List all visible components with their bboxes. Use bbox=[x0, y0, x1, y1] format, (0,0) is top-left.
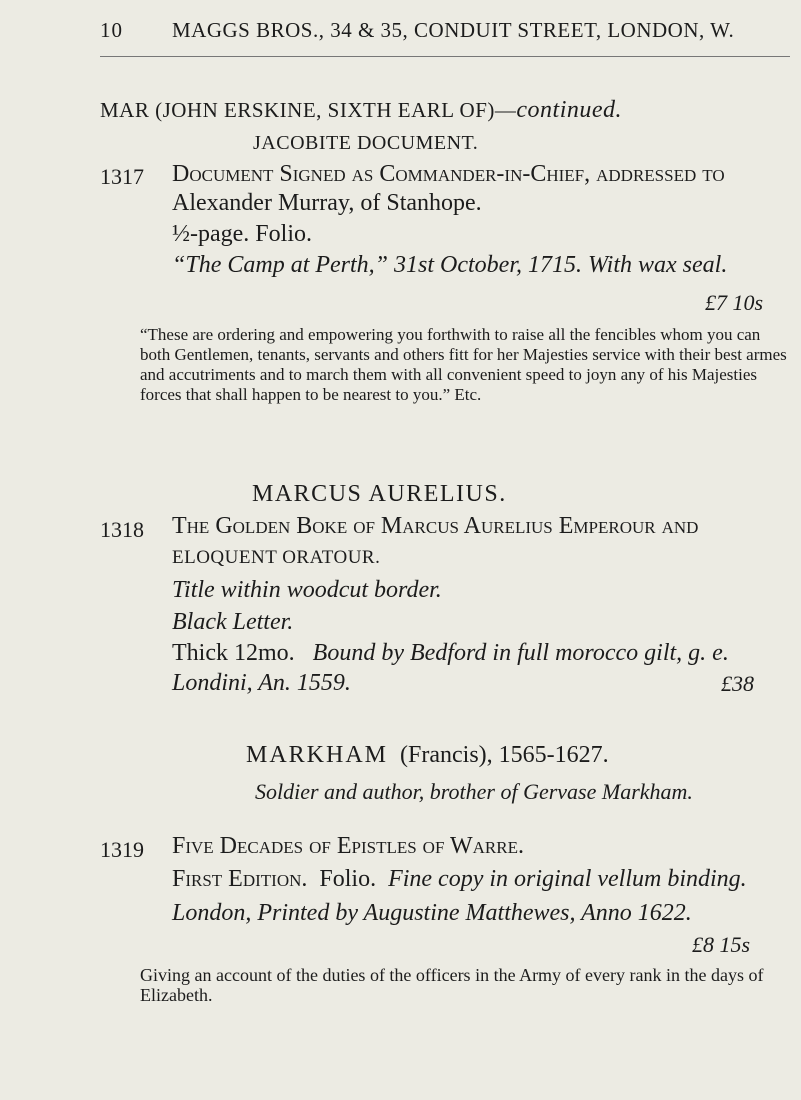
lot-number: 1319 bbox=[100, 837, 144, 862]
section-subheading: JACOBITE DOCUMENT. bbox=[253, 132, 479, 154]
lot-format: ½-page. Folio. bbox=[172, 221, 312, 247]
section-heading: MAR (JOHN ERSKINE, SIXTH EARL OF)—continued. bbox=[100, 97, 623, 123]
section-heading: MARKHAM (Francis), 1565-1627. bbox=[246, 742, 609, 768]
section-heading: MARCUS AURELIUS. bbox=[252, 481, 507, 507]
lot-quote: “These are ordering and empowering you forthwith to raise all the fencibles whom you can both Gentlemen, tenants, servants and others fitt for her Majesties service with their best armes and accutriments and to march them with all convenient speed to joyn any of his Majesties forces that shall happen to be nearest to you.” Etc. bbox=[140, 325, 787, 404]
lot-title: Five Decades of Epistles of Warre. bbox=[172, 833, 524, 859]
header-rule bbox=[100, 56, 790, 57]
page-number: 10 bbox=[100, 18, 123, 42]
lot-number: 1317 bbox=[100, 164, 144, 189]
lot-title: The Golden Boke of Marcus Aurelius Emperour and bbox=[172, 513, 699, 539]
lot-title-cont: Alexander Murray, of Stanhope. bbox=[172, 190, 482, 216]
lot-price: £7 10s bbox=[705, 290, 764, 315]
lot-title: Document Signed as Commander-in-Chief, addressed to bbox=[172, 161, 725, 187]
lot-price: £8 15s bbox=[692, 932, 751, 957]
lot-format: First Edition. Folio. Fine copy in original vellum binding. bbox=[172, 866, 747, 892]
lot-imprint: London, Printed by Augustine Matthewes, Anno 1622. bbox=[172, 900, 692, 926]
black-letter-label: Black Letter. bbox=[172, 609, 294, 635]
lot-price: £38 bbox=[721, 671, 754, 696]
lot-description: Giving an account of the duties of the officers in the Army of every rank in the days of Elizabeth. bbox=[140, 965, 764, 1005]
running-header-text: MAGGS BROS., 34 & 35, CONDUIT STREET, LONDON, W. bbox=[172, 18, 735, 42]
running-head bbox=[100, 18, 761, 58]
lot-format: Thick 12mo. Bound by Bedford in full morocco gilt, g. e. bbox=[172, 640, 729, 666]
lot-line: Title within woodcut border. bbox=[172, 577, 442, 603]
lot-number: 1318 bbox=[100, 517, 144, 542]
lot-title-cont: ELOQUENT ORATOUR. bbox=[172, 547, 381, 568]
lot-imprint: Londini, An. 1559. bbox=[172, 670, 351, 696]
section-subheading: Soldier and author, brother of Gervase Markham. bbox=[255, 779, 693, 804]
lot-detail: “The Camp at Perth,” 31st October, 1715. With wax seal. bbox=[172, 252, 728, 278]
